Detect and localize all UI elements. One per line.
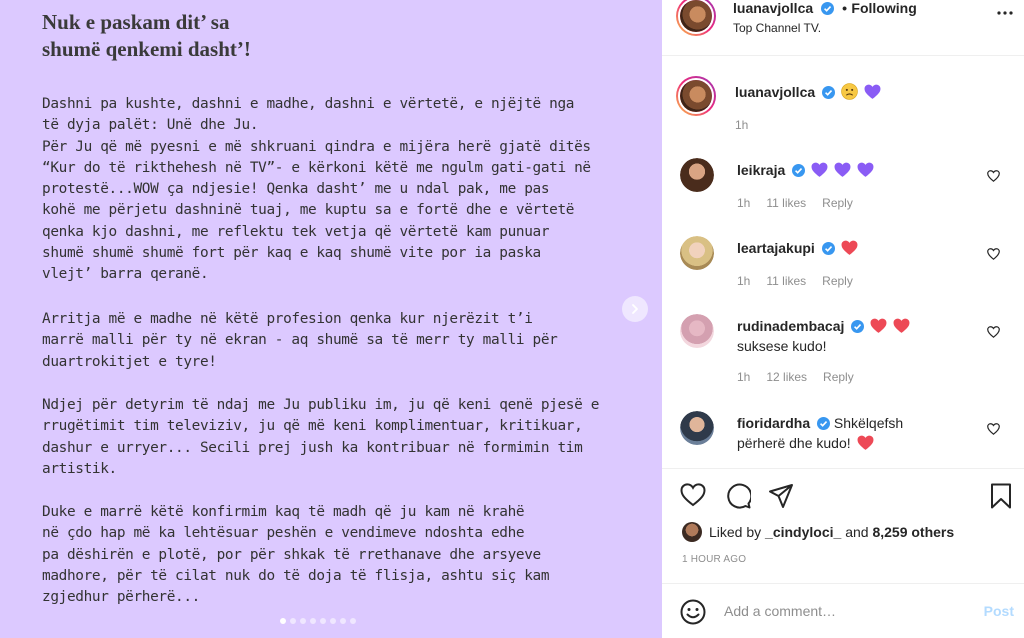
sad-face-icon bbox=[841, 83, 858, 100]
author-username[interactable]: luanavjollca bbox=[733, 0, 814, 16]
carousel-dot bbox=[340, 618, 346, 624]
liker-avatar[interactable] bbox=[682, 522, 702, 542]
commenter-avatar[interactable] bbox=[680, 314, 714, 348]
add-comment-input[interactable] bbox=[724, 600, 964, 622]
verified-badge-icon bbox=[851, 320, 864, 333]
post-header bbox=[662, 0, 1024, 56]
commenter-avatar[interactable] bbox=[680, 236, 714, 270]
post-paragraph-1: Dashni pa kushte, dashni e madhe, dashni e vërtetë, e njëjtë nga të dyja palët: Unë dhe Ju. Për Ju që më pyesni e më shkruani qindra e mijëra herë gjatë ditës “Kur do të rikthehesh në TV”- e kërkoni këtë me ngulm gati-gati në protestë...WOW ça ndjesie! Qenka dasht’ me u ndal pak, me pas kohë me përjetu dashninë tuaj, me kuptu sa e fortë dhe e vërtetë qenka kjo dashni, me reflektu tek vetja që vërtetë kam punuar shumë shumë shumë fort për kaq e kaq shumë vite por ia paska vlejt’ barra qeranë. bbox=[42, 96, 591, 283]
verified-badge-icon bbox=[817, 417, 830, 430]
like-heart-icon[interactable] bbox=[680, 483, 706, 507]
like-comment-heart-icon[interactable] bbox=[987, 423, 1000, 435]
author-avatar[interactable] bbox=[676, 0, 716, 36]
like-comment-heart-icon[interactable] bbox=[987, 170, 1000, 182]
carousel-dot bbox=[320, 618, 326, 624]
carousel-dot bbox=[290, 618, 296, 624]
action-bar bbox=[662, 468, 1024, 522]
comment-text: Shkëlqefsh përherë dhe kudo! bbox=[737, 415, 904, 451]
carousel-dot bbox=[300, 618, 306, 624]
carousel-next-button[interactable] bbox=[622, 296, 648, 322]
comment-username[interactable]: leartajakupi bbox=[737, 240, 815, 256]
liked-by-user[interactable]: _cindyloci_ bbox=[765, 524, 842, 540]
commenter-avatar[interactable] bbox=[680, 158, 714, 192]
purple-heart-icon bbox=[811, 162, 828, 178]
caption-username[interactable]: luanavjollca bbox=[735, 84, 816, 100]
purple-heart-icon bbox=[834, 162, 851, 178]
emoji-smiley-icon[interactable] bbox=[680, 599, 706, 625]
verified-badge-icon bbox=[822, 242, 835, 255]
add-comment-bar bbox=[662, 583, 1024, 638]
following-button[interactable]: Following bbox=[851, 0, 917, 16]
comment-bubble-icon[interactable] bbox=[725, 483, 751, 509]
comment-time: 1h bbox=[737, 196, 751, 210]
comment-likes[interactable]: 11 likes bbox=[766, 196, 807, 210]
liked-by-and: and bbox=[845, 524, 869, 540]
post-paragraph-2: Arritja më e madhe në këtë profesion qenka kur njerëzit t’i marrë malli për ty në ekran - aq shumë sa të merr ty malli për duartrokitjet e tyre! bbox=[42, 311, 558, 370]
verified-badge-icon bbox=[792, 164, 805, 177]
red-heart-icon bbox=[857, 435, 874, 451]
verified-badge-icon bbox=[822, 86, 835, 99]
carousel-dot bbox=[330, 618, 336, 624]
reply-button[interactable]: Reply bbox=[823, 370, 854, 384]
post-paragraph-4: Duke e marrë këtë konfirmim kaq të madh që ju kam në krahë në çdo hap më ka lehtësuar peshën e vendimeve ndoshta edhe pa dëshirën e plotë, por për shkak të rrethanave dhe arsyeve madhore, për të cilat nuk do të doja të flisja, ashtu siç kam zgjedhur përherë... bbox=[42, 504, 550, 606]
caption-time: 1h bbox=[735, 118, 749, 132]
location-link[interactable]: Top Channel TV. bbox=[733, 21, 822, 35]
reply-button[interactable]: Reply bbox=[822, 196, 853, 210]
carousel-indicator bbox=[280, 618, 356, 624]
comment-username[interactable]: fioridardha bbox=[737, 415, 811, 431]
header-separator: • bbox=[842, 0, 847, 16]
comment-time: 1h bbox=[737, 274, 751, 288]
post-sidebar bbox=[662, 0, 1024, 638]
commenter-avatar[interactable] bbox=[680, 411, 714, 445]
red-heart-icon bbox=[841, 240, 858, 256]
comment-time: 1h bbox=[737, 370, 751, 384]
carousel-dot bbox=[310, 618, 316, 624]
like-comment-heart-icon[interactable] bbox=[987, 248, 1000, 260]
liked-by-label: Liked by bbox=[709, 524, 762, 540]
comment-username[interactable]: rudinadembacaj bbox=[737, 318, 845, 334]
post-timestamp[interactable]: 1 HOUR AGO bbox=[682, 554, 747, 565]
more-options-icon[interactable] bbox=[996, 4, 1014, 22]
comment-likes[interactable]: 11 likes bbox=[766, 274, 807, 288]
carousel-dot bbox=[280, 618, 286, 624]
post-comment-button[interactable]: Post bbox=[983, 603, 1014, 619]
purple-heart-icon bbox=[857, 162, 874, 178]
save-bookmark-icon[interactable] bbox=[990, 483, 1012, 509]
liked-by-others[interactable]: 8,259 others bbox=[872, 524, 955, 540]
comment-text: suksese kudo! bbox=[737, 338, 827, 354]
share-send-icon[interactable] bbox=[768, 483, 794, 509]
caption-avatar[interactable] bbox=[676, 76, 716, 116]
reply-button[interactable]: Reply bbox=[822, 274, 853, 288]
purple-heart-icon bbox=[864, 84, 881, 100]
comment-username[interactable]: leikraja bbox=[737, 162, 786, 178]
red-heart-icon bbox=[870, 318, 887, 334]
like-comment-heart-icon[interactable] bbox=[987, 326, 1000, 338]
chevron-right-icon bbox=[629, 303, 641, 315]
comments-list bbox=[662, 56, 1024, 468]
verified-badge-icon bbox=[821, 2, 834, 15]
carousel-dot bbox=[350, 618, 356, 624]
comment-likes[interactable]: 12 likes bbox=[766, 370, 808, 384]
post-title: Nuk e paskam dit’ sa shumë qenkemi dasht’! bbox=[42, 10, 251, 61]
liked-by bbox=[682, 522, 954, 542]
red-heart-icon bbox=[893, 318, 910, 334]
post-paragraph-3: Ndjej për detyrim të ndaj me Ju publiku im, ju që keni qenë pjesë e rrugëtimit tim televiziv, ju që më keni komplimentuar, kritikuar, dashur e urryer... Secili prej jush ka kontribuar në formimin tim artistik. bbox=[42, 397, 600, 477]
